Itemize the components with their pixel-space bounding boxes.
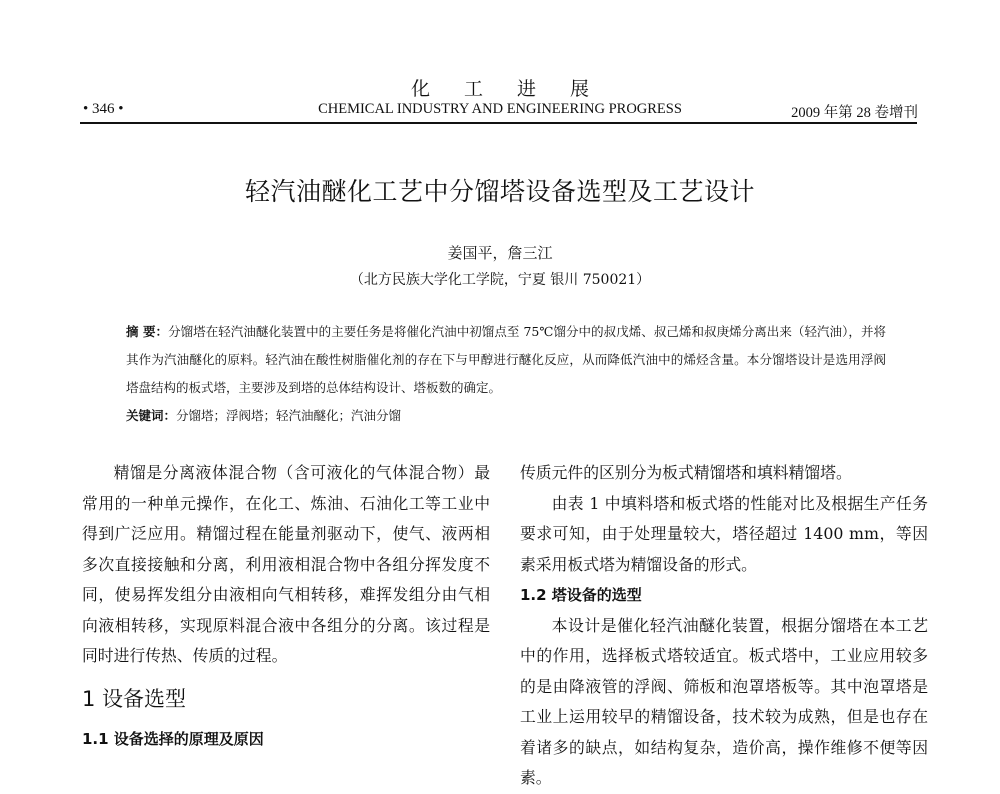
article-affiliation: （北方民族大学化工学院，宁夏 银川 750021） (349, 272, 651, 288)
subsection-heading-1-2: 1.2 塔设备的选型 (520, 586, 642, 604)
article-title: 轻汽油醚化工艺中分馏塔设备选型及工艺设计 (244, 177, 755, 206)
subsection-heading-1-1: 1.1 设备选择的原理及原因 (82, 729, 264, 748)
right-column (520, 458, 928, 794)
keywords-label: 关键词： (126, 408, 177, 423)
header-divider (80, 122, 917, 124)
abstract-text: 分馏塔在轻汽油醚化装置中的主要任务是将催化汽油中初馏点至 75℃馏分中的叔戊烯、叔己烯和叔庚烯分离出来（轻汽油），并将其作为汽油醚化的原料。轻汽油在酸性树脂催化剂的存在下与甲醇进行醚化反应，从而降低汽油中的烯烃含量。本分馏塔设计是选用浮阀塔盘结构的板式塔，主要涉及到塔的总体结构设计、塔板数的确定。 (126, 324, 886, 395)
table-comparison-paragraph: 由表 1 中填料塔和板式塔的性能对比及根据生产任务要求可知，由于处理量较大，塔径超过 1400 mm，等因素采用板式塔为精馏设备的形式。 (520, 493, 928, 574)
continued-paragraph: 传质元件的区别分为板式精馏塔和填料精馏塔。 (520, 463, 852, 482)
journal-title-en: CHEMICAL INDUSTRY AND ENGINEERING PROGRESS (318, 101, 682, 117)
journal-title-cn: 化工进展 (410, 78, 623, 100)
abstract (126, 318, 886, 402)
keywords-text: 分馏塔；浮阀塔；轻汽油醚化；汽油分馏 (176, 408, 402, 423)
abstract-label: 摘 要： (126, 324, 169, 339)
tower-selection-paragraph: 本设计是催化轻汽油醚化装置，根据分馏塔在本工艺中的作用，选择板式塔较适宜。板式塔中，工业应用较多的是由降液管的浮阀、筛板和泡罩塔板等。其中泡罩塔是工业上运用较早的精馏设备，技术较为成熟，但是也存在着诸多的缺点，如结构复杂，造价高，操作维修不便等因素。 (520, 615, 928, 787)
keywords (126, 406, 886, 426)
article-authors: 姜国平，詹三江 (447, 244, 553, 262)
page-number: • 346 • (83, 101, 124, 117)
left-column (82, 458, 490, 754)
section-heading-1: 1 设备选型 (82, 686, 187, 711)
issue-info: 2009 年第 28 卷增刊 (791, 105, 918, 121)
intro-paragraph: 精馏是分离液体混合物（含可液化的气体混合物）最常用的一种单元操作，在化工、炼油、石油化工等工业中得到广泛应用。精馏过程在能量剂驱动下，使气、液两相多次直接接触和分离，利用液相混合物中各组分挥发度不同，使易挥发组分由液相向气相转移，难挥发组分由气相向液相转移，实现原料混合液中各组分的分离。该过程是同时进行传热、传质的过程。 (82, 463, 490, 665)
